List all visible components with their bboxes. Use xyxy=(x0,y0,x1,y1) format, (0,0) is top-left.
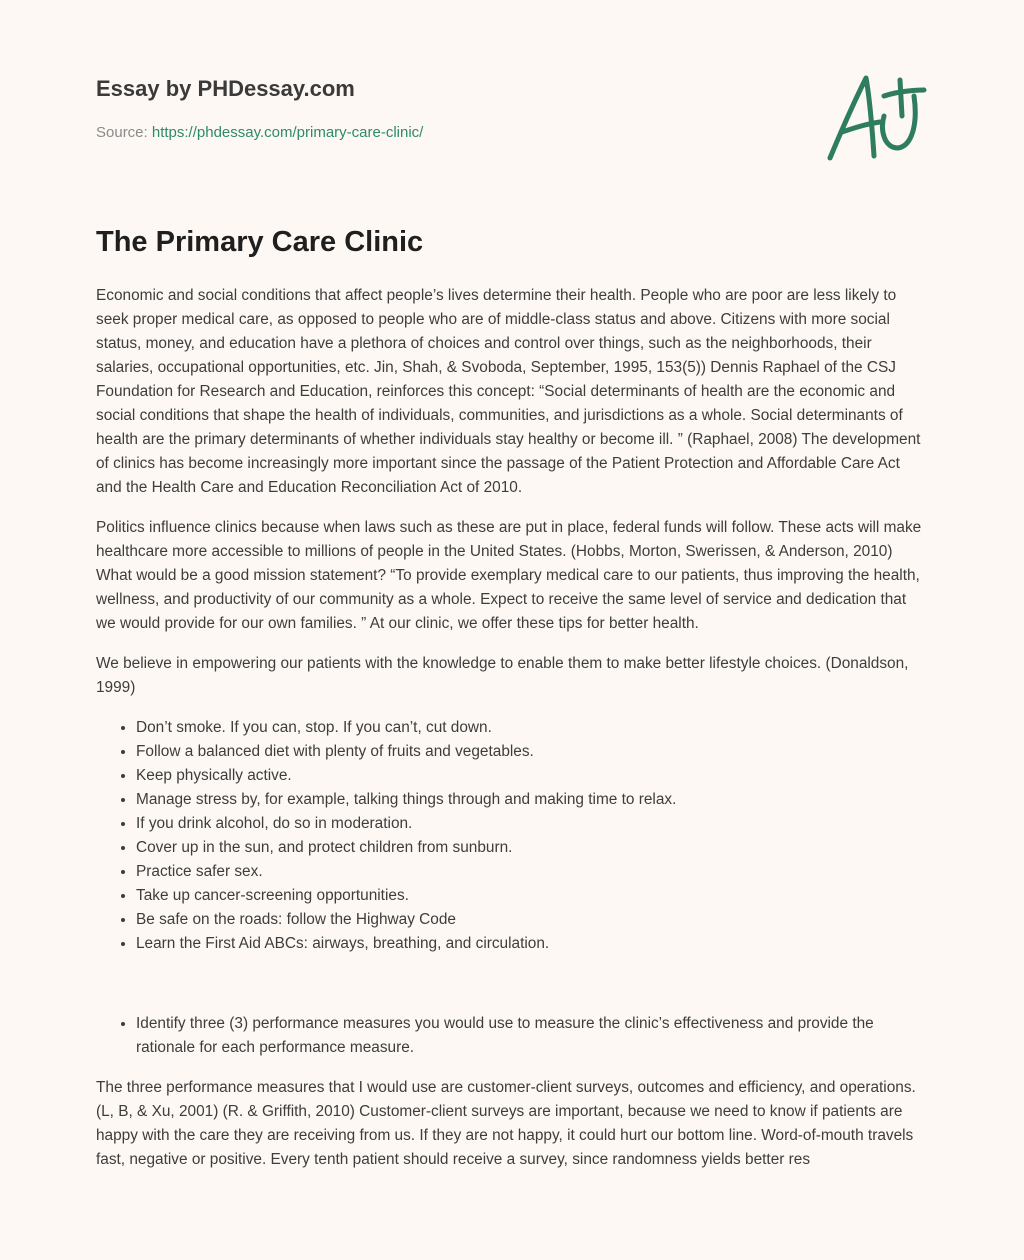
paragraph: Politics influence clinics because when laws such as these are put in place, federal funds will follow. These acts will make healthcare more accessible to millions of people in the United States. (Hobbs, Morton, Swerissen, & Anderson, 2010) What would be a good mission statement? “To provide exemplary medical care to our patients, thus improving the health, wellness, and productivity of our community as a whole. Expect to receive the same level of service and dedication that we would provide for our own families. ” At our clinic, we offer these tips for better health. xyxy=(96,519,922,632)
list-item: • Take up cancer-screening opportunities. xyxy=(136,884,928,908)
list-item: • Don’t smoke. If you can, stop. If you can’t, cut down. xyxy=(136,716,928,740)
article-title: The Primary Care Clinic xyxy=(96,226,424,258)
list-item: • Follow a balanced diet with plenty of fruits and vegetables. xyxy=(136,740,928,764)
list-item: • If you drink alcohol, do so in moderation. xyxy=(136,812,928,836)
a-plus-grade-icon xyxy=(820,66,930,166)
source-label: Source: xyxy=(96,124,152,141)
article-body xyxy=(96,284,928,1188)
paragraph: Economic and social conditions that affect people’s lives determine their health. People who are poor are less likely to seek proper medical care, as opposed to people who are of middle-class status and above. Citizens with more social status, money, and education have a plethora of choices and control over things, such as the neighborhoods, their salaries, occupational opportunities, etc. Jin, Shah, & Svoboda, September, 1995, 153(5)) Dennis Raphael of the CSJ Foundation for Research and Education, reinforces this concept: “Social determinants of health are the economic and social conditions that shape the health of individuals, communities, and jurisdictions as a whole. Social determinants of health are the primary determinants of whether individuals stay healthy or become ill. ” (Raphael, 2008) The development of clinics has become increasingly more important since the passage of the Patient Protection and Affordable Care Act and the Health Care and Education Reconciliation Act of 2010. xyxy=(96,287,921,496)
list-item: • Be safe on the roads: follow the Highway Code xyxy=(136,908,928,932)
site-brand: Essay by PHDessay.com xyxy=(96,76,355,101)
question-item: • Identify three (3) performance measures you would use to measure the clinic’s effectiveness and provide the rationale for each performance measure. xyxy=(136,1012,928,1060)
question-list xyxy=(96,1012,928,1060)
list-item: • Manage stress by, for example, talking things through and making time to relax. xyxy=(136,788,928,812)
source-line xyxy=(96,124,423,141)
spacer xyxy=(96,972,928,1012)
paragraph: The three performance measures that I would use are customer-client surveys, outcomes and efficiency, and operations. (L, B, & Xu, 2001) (R. & Griffith, 2010) Customer-client surveys are important, because we need to know if patients are happy with the care they are receiving from us. If they are not happy, it could hurt our bottom line. Word-of-mouth travels fast, negative or positive. Every tenth patient should receive a survey, since randomness yields better res xyxy=(96,1079,916,1168)
tips-list xyxy=(96,716,928,956)
list-item: • Keep physically active. xyxy=(136,764,928,788)
list-item: • Learn the First Aid ABCs: airways, breathing, and circulation. xyxy=(136,932,928,956)
paragraph: We believe in empowering our patients with the knowledge to enable them to make better lifestyle choices. (Donaldson, 1999) xyxy=(96,655,909,696)
list-item: • Practice safer sex. xyxy=(136,860,928,884)
list-item: • Cover up in the sun, and protect children from sunburn. xyxy=(136,836,928,860)
source-link[interactable]: https://phdessay.com/primary-care-clinic/ xyxy=(151,124,424,141)
